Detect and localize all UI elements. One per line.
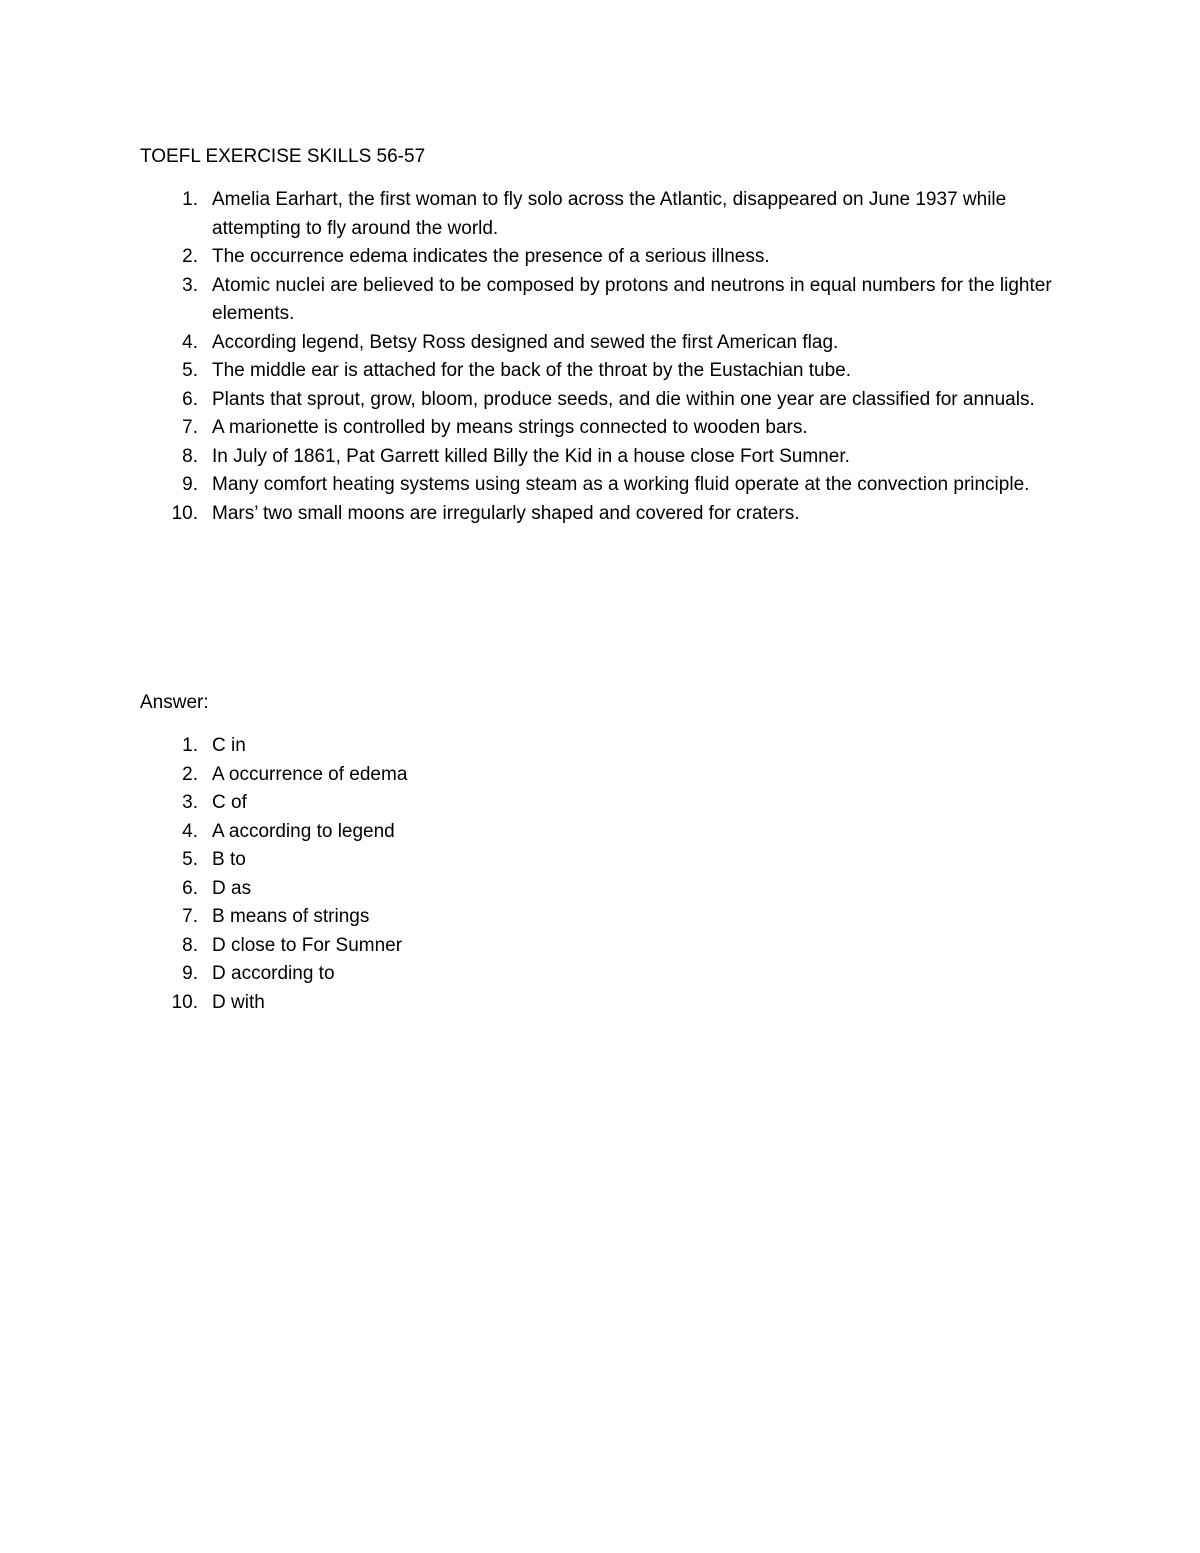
answer-item-3 bbox=[140, 789, 740, 818]
question-number: 3. bbox=[182, 274, 198, 296]
answer-number: 10. bbox=[171, 991, 198, 1013]
answer-list bbox=[140, 732, 740, 1017]
answer-text: B to bbox=[212, 849, 246, 870]
document-title: TOEFL EXERCISE SKILLS 56-57 bbox=[140, 146, 426, 167]
answer-number: 6. bbox=[182, 877, 198, 899]
answer-number: 9. bbox=[182, 963, 198, 984]
answer-item-1 bbox=[140, 732, 740, 761]
answer-number: 8. bbox=[182, 934, 198, 956]
answer-item-9 bbox=[140, 960, 740, 989]
question-number: 4. bbox=[182, 331, 198, 353]
answer-text: D as bbox=[212, 877, 252, 899]
question-number: 10. bbox=[171, 502, 198, 524]
question-item-7 bbox=[140, 414, 1060, 443]
answer-number: 5. bbox=[182, 849, 198, 870]
answer-item-7 bbox=[140, 903, 740, 932]
answer-text: A occurrence of edema bbox=[212, 763, 408, 785]
question-item-10 bbox=[140, 500, 1060, 529]
question-text: Amelia Earhart, the first woman to fly solo across the Atlantic, disappeared on June 1937 while attempting to fly around the world. bbox=[212, 189, 1007, 239]
answer-text: C in bbox=[212, 735, 246, 756]
question-item-6 bbox=[140, 386, 1060, 415]
question-number: 1. bbox=[182, 189, 198, 210]
answer-item-8 bbox=[140, 932, 740, 961]
answer-item-10 bbox=[140, 989, 740, 1018]
question-text: Many comfort heating systems using steam as a working fluid operate at the convection principle. bbox=[212, 474, 1030, 495]
answer-heading: Answer: bbox=[140, 692, 209, 713]
answer-number: 7. bbox=[182, 906, 198, 927]
question-item-3 bbox=[140, 272, 1060, 329]
answer-number: 3. bbox=[182, 792, 198, 813]
answer-item-4 bbox=[140, 818, 740, 847]
question-text: According legend, Betsy Ross designed and sewed the first American flag. bbox=[212, 331, 839, 353]
question-text: The occurrence edema indicates the presence of a serious illness. bbox=[212, 246, 770, 267]
answer-item-6 bbox=[140, 875, 740, 904]
answer-number: 1. bbox=[182, 735, 198, 756]
answer-number: 4. bbox=[182, 820, 198, 842]
answer-text: C of bbox=[212, 792, 247, 813]
question-item-1 bbox=[140, 186, 1060, 243]
question-number: 6. bbox=[182, 388, 198, 410]
question-number: 9. bbox=[182, 474, 198, 495]
question-text: The middle ear is attached for the back of the throat by the Eustachian tube. bbox=[212, 360, 851, 381]
question-text: Mars’ two small moons are irregularly shaped and covered for craters. bbox=[212, 502, 800, 524]
answer-text: B means of strings bbox=[212, 906, 370, 927]
answer-text: D according to bbox=[212, 963, 335, 984]
answer-item-5 bbox=[140, 846, 740, 875]
answer-number: 2. bbox=[182, 763, 198, 785]
answer-text: D with bbox=[212, 991, 265, 1013]
question-number: 2. bbox=[182, 246, 198, 267]
question-item-4 bbox=[140, 329, 1060, 358]
answer-text: D close to For Sumner bbox=[212, 934, 403, 956]
question-item-2 bbox=[140, 243, 1060, 272]
question-item-8 bbox=[140, 443, 1060, 472]
answer-text: A according to legend bbox=[212, 820, 395, 842]
question-list bbox=[140, 186, 1060, 528]
question-text: Plants that sprout, grow, bloom, produce seeds, and die within one year are classified for annuals. bbox=[212, 388, 1035, 410]
answer-item-2 bbox=[140, 761, 740, 790]
question-text: A marionette is controlled by means strings connected to wooden bars. bbox=[212, 417, 808, 438]
question-item-5 bbox=[140, 357, 1060, 386]
question-text: In July of 1861, Pat Garrett killed Billy the Kid in a house close Fort Sumner. bbox=[212, 445, 850, 467]
question-number: 5. bbox=[182, 360, 198, 381]
question-number: 8. bbox=[182, 445, 198, 467]
question-text: Atomic nuclei are believed to be composed by protons and neutrons in equal numbers for the lighter elements. bbox=[212, 274, 1052, 324]
question-item-9 bbox=[140, 471, 1060, 500]
question-number: 7. bbox=[182, 417, 198, 438]
